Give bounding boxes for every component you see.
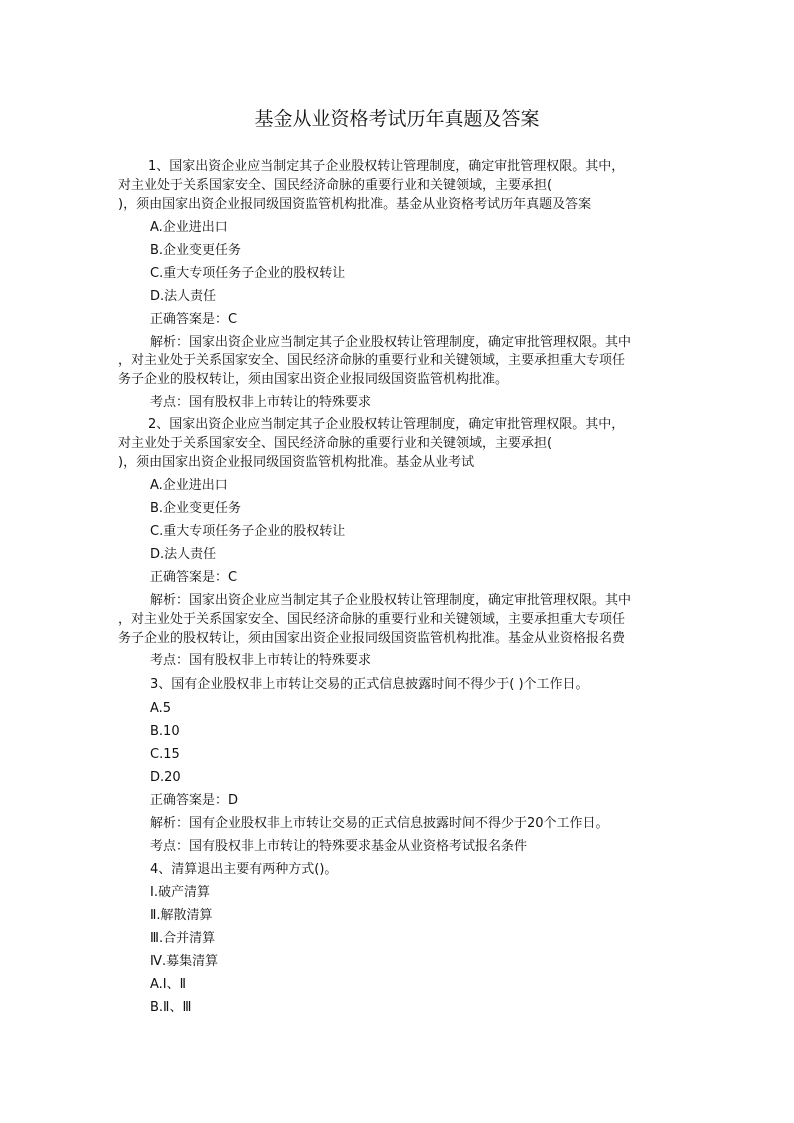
question-1-explanation-cont: ，对主业处于关系国家安全、国民经济命脉的重要行业和关键领域，主要承担重大专项任 — [118, 353, 626, 368]
question-2-explanation: 解析：国家出资企业应当制定其子企业股权转让管理制度，确定审批管理权限。其中 — [150, 593, 632, 608]
question-2-text-cont: 对主业处于关系国家安全、国民经济命脉的重要行业和关键领域，主要承担( — [118, 436, 553, 451]
question-2-option-b: B.企业变更任务 — [150, 501, 242, 516]
question-2-explanation-cont: 务子企业的股权转让，须由国家出资企业报同级国资监管机构批准。基金从业资格报名费 — [118, 631, 626, 646]
question-4-text: 4、清算退出主要有两种方式()。 — [150, 862, 338, 877]
question-2-key-point: 考点：国有股权非上市转让的特殊要求 — [150, 653, 372, 668]
question-2-answer: 正确答案是：C — [150, 570, 238, 585]
question-1-option-a: A.企业进出口 — [150, 220, 228, 235]
question-3-option-c: C.15 — [150, 747, 180, 762]
question-4-item-3: Ⅲ.合并清算 — [150, 931, 216, 946]
question-3-option-d: D.20 — [150, 770, 181, 785]
question-2-option-c: C.重大专项任务子企业的股权转让 — [150, 524, 346, 539]
question-4-option-b: B.Ⅱ、Ⅲ — [150, 1000, 192, 1015]
question-1-option-d: D.法人责任 — [150, 289, 217, 304]
question-2-explanation-cont: ，对主业处于关系国家安全、国民经济命脉的重要行业和关键领域，主要承担重大专项任 — [118, 612, 626, 627]
question-3-option-b: B.10 — [150, 724, 180, 739]
question-3-text: 3、国有企业股权非上市转让交易的正式信息披露时间不得少于( )个工作日。 — [150, 677, 589, 692]
question-2-option-a: A.企业进出口 — [150, 478, 228, 493]
question-1-option-b: B.企业变更任务 — [150, 243, 242, 258]
question-4-item-2: Ⅱ.解散清算 — [150, 908, 213, 923]
question-1-text-cont: )，须由国家出资企业报同级国资监管机构批准。基金从业资格考试历年真题及答案 — [118, 197, 592, 212]
question-1-option-c: C.重大专项任务子企业的股权转让 — [150, 266, 346, 281]
question-1-answer: 正确答案是：C — [150, 312, 238, 327]
document-title: 基金从业资格考试历年真题及答案 — [254, 108, 540, 130]
question-3-option-a: A.5 — [150, 701, 172, 716]
question-3-answer: 正确答案是：D — [150, 793, 239, 808]
question-4-item-4: Ⅳ.募集清算 — [150, 954, 219, 969]
question-3-key-point: 考点：国有股权非上市转让的特殊要求基金从业资格考试报名条件 — [150, 839, 528, 854]
question-1-text: 1、国家出资企业应当制定其子企业股权转让管理制度，确定审批管理权限。其中， — [148, 159, 625, 174]
question-2-text-cont: )，须由国家出资企业报同级国资监管机构批准。基金从业考试 — [118, 455, 475, 470]
question-4-option-a: A.Ⅰ、Ⅱ — [150, 977, 187, 992]
question-2-text: 2、国家出资企业应当制定其子企业股权转让管理制度，确定审批管理权限。其中， — [148, 417, 625, 432]
question-3-explanation: 解析：国有企业股权非上市转让交易的正式信息披露时间不得少于20个工作日。 — [150, 816, 609, 831]
question-1-explanation: 解析：国家出资企业应当制定其子企业股权转让管理制度，确定审批管理权限。其中 — [150, 335, 632, 350]
question-1-text-cont: 对主业处于关系国家安全、国民经济命脉的重要行业和关键领域，主要承担( — [118, 178, 553, 193]
question-2-option-d: D.法人责任 — [150, 547, 217, 562]
question-1-key-point: 考点：国有股权非上市转让的特殊要求 — [150, 395, 372, 410]
question-1-explanation-cont: 务子企业的股权转让，须由国家出资企业报同级国资监管机构批准。 — [118, 372, 509, 387]
question-4-item-1: Ⅰ.破产清算 — [150, 885, 210, 900]
